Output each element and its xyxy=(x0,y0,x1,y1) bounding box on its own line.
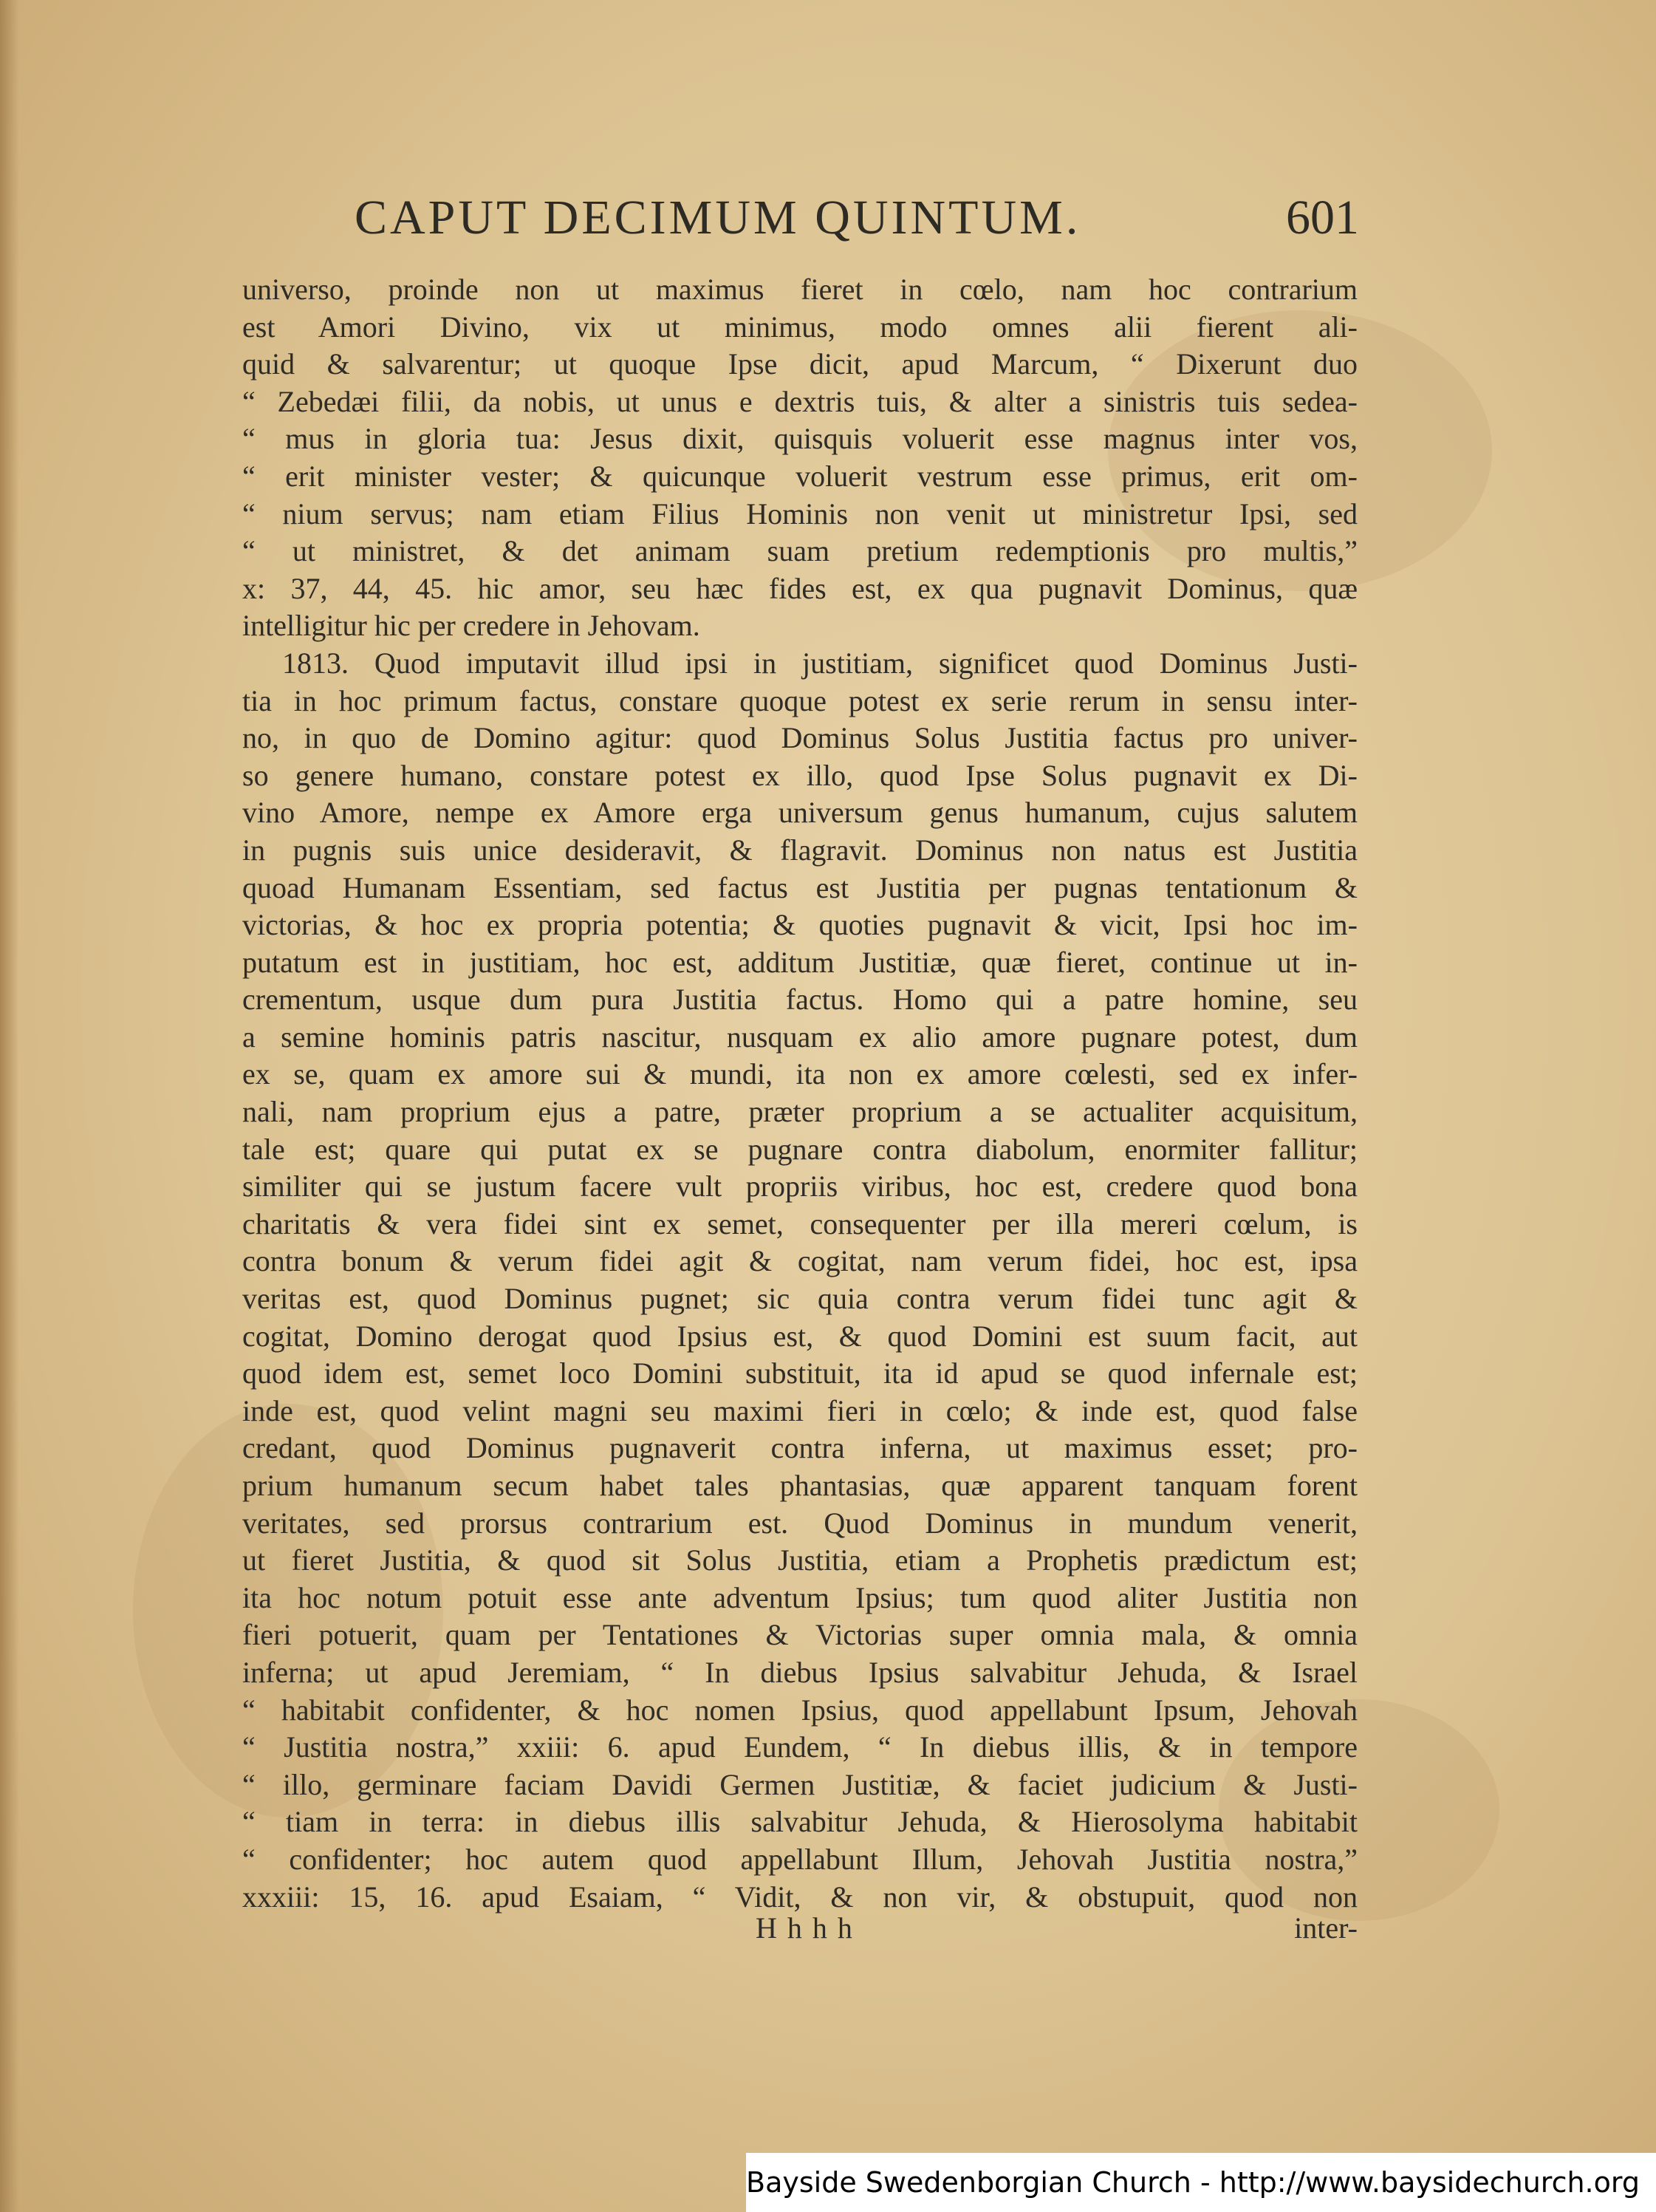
text-line: “ confidenter; hoc autem quod appellabunt Illum, Jehovah Justitia nostra,” xyxy=(242,1842,1358,1876)
text-line: veritates, sed prorsus contrarium est. Quod Dominus in mundum venerit, xyxy=(242,1506,1358,1540)
text-line: “ Justitia nostra,” xxiii: 6. apud Eundem, “ In diebus illis, & in tempore xyxy=(242,1730,1358,1764)
text-line: “ Zebedæi filii, da nobis, ut unus e dextris tuis, & alter a sinistris tuis sedea- xyxy=(242,384,1358,418)
paragraph-start-line: 1813. Quod imputavit illud ipsi in justitiam, significet quod Dominus Justi- xyxy=(282,646,1358,680)
page-number: 601 xyxy=(1286,191,1359,245)
text-line: cogitat, Domino derogat quod Ipsius est, & quod Domini est suum facit, aut xyxy=(242,1319,1358,1353)
text-line: prium humanum secum habet tales phantasias, quæ apparent tanquam forent xyxy=(242,1469,1358,1502)
text-line: “ mus in gloria tua: Jesus dixit, quisquis voluerit esse magnus inter vos, xyxy=(242,422,1358,456)
text-line: veritas est, quod Dominus pugnet; sic quia contra verum fidei tunc agit & xyxy=(242,1282,1358,1316)
site-watermark: Bayside Swedenborgian Church - http://www.baysidechurch.org xyxy=(746,2153,1656,2212)
text-line: tia in hoc primum factus, constare quoque potest ex serie rerum in sensu inter- xyxy=(242,683,1358,717)
text-line: vino Amore, nempe ex Amore erga universum genus humanum, cujus salutem xyxy=(242,796,1358,830)
text-line: ut fieret Justitia, & quod sit Solus Justitia, etiam a Prophetis prædictum est; xyxy=(242,1543,1358,1577)
text-line: x: 37, 44, 45. hic amor, seu hæc fides est, ex qua pugnavit Dominus, quæ xyxy=(242,571,1358,605)
text-line: “ erit minister vester; & quicunque voluerit vestrum esse primus, erit om- xyxy=(242,459,1358,493)
signature-mark: Hhhh xyxy=(756,1911,863,1945)
text-line: in pugnis suis unice desideravit, & flagravit. Dominus non natus est Justitia xyxy=(242,833,1358,867)
text-line: victorias, & hoc ex propria potentia; & quoties pugnavit & vicit, Ipsi hoc im- xyxy=(242,908,1358,942)
text-line: “ illo, germinare faciam Davidi Germen Justitiæ, & faciet judicium & Justi- xyxy=(242,1767,1358,1801)
text-line: similiter qui se justum facere vult propriis viribus, hoc est, credere quod bona xyxy=(242,1170,1358,1204)
text-line: quod idem est, semet loco Domini substituit, ita id apud se quod infernale est; xyxy=(242,1356,1358,1390)
text-line: quoad Humanam Essentiam, sed factus est Justitia per pugnas tentationum & xyxy=(242,870,1358,904)
catchword: inter- xyxy=(1294,1911,1358,1945)
text-line: “ ut ministret, & det animam suam pretium redemptionis pro multis,” xyxy=(242,534,1358,568)
text-line: credant, quod Dominus pugnaverit contra inferna, ut maximus esset; pro- xyxy=(242,1431,1358,1465)
body-text xyxy=(242,271,1358,1916)
text-line: inde est, quod velint magni seu maximi fieri in cœlo; & inde est, quod false xyxy=(242,1393,1358,1427)
text-line: nali, nam proprium ejus a patre, præter proprium a se actualiter acquisitum, xyxy=(242,1095,1358,1129)
text-line: ex se, quam ex amore sui & mundi, ita non ex amore cœlesti, sed ex infer- xyxy=(242,1057,1358,1091)
text-line: fieri potuerit, quam per Tentationes & Victorias super omnia mala, & omnia xyxy=(242,1618,1358,1652)
text-line: “ tiam in terra: in diebus illis salvabitur Jehuda, & Hierosolyma habitabit xyxy=(242,1805,1358,1839)
page-edge-shadow xyxy=(0,0,19,2212)
text-line: putatum est in justitiam, hoc est, additum Justitiæ, quæ fieret, continue ut in- xyxy=(242,945,1358,979)
text-line: inferna; ut apud Jeremiam, “ In diebus Ipsius salvabitur Jehuda, & Israel xyxy=(242,1655,1358,1689)
text-line: “ nium servus; nam etiam Filius Hominis non venit ut ministretur Ipsi, sed xyxy=(242,496,1358,530)
text-line: so genere humano, constare potest ex illo, quod Ipse Solus pugnavit ex Di- xyxy=(242,758,1358,792)
running-title: CAPUT DECIMUM QUINTUM. xyxy=(355,191,1081,245)
running-head xyxy=(355,185,1359,251)
text-line: intelligitur hic per credere in Jehovam. xyxy=(242,609,700,643)
text-line: xxxiii: 15, 16. apud Esaiam, “ Vidit, & non vir, & obstupuit, quod non xyxy=(242,1880,1358,1914)
text-line: ita hoc notum potuit esse ante adventum Ipsius; tum quod aliter Justitia non xyxy=(242,1580,1358,1614)
page-footer xyxy=(242,1910,1358,1947)
text-line: tale est; quare qui putat ex se pugnare contra diabolum, enormiter fallitur; xyxy=(242,1132,1358,1166)
text-line: quid & salvarentur; ut quoque Ipse dicit, apud Marcum, “ Dixerunt duo xyxy=(242,347,1358,381)
text-line: charitatis & vera fidei sint ex semet, consequenter per illa mereri cœlum, is xyxy=(242,1206,1358,1240)
text-line: a semine hominis patris nascitur, nusquam ex alio amore pugnare potest, dum xyxy=(242,1020,1358,1054)
text-line: no, in quo de Domino agitur: quod Dominus Solus Justitia factus pro univer- xyxy=(242,721,1358,755)
text-line: universo, proinde non ut maximus fieret in cœlo, nam hoc contrarium xyxy=(242,273,1358,306)
text-line: contra bonum & verum fidei agit & cogitat, nam verum fidei, hoc est, ipsa xyxy=(242,1244,1358,1278)
text-line: est Amori Divino, vix ut minimus, modo omnes alii fierent ali- xyxy=(242,310,1358,344)
text-line: crementum, usque dum pura Justitia factus. Homo qui a patre homine, seu xyxy=(242,983,1358,1017)
text-line: “ habitabit confidenter, & hoc nomen Ipsius, quod appellabunt Ipsum, Jehovah xyxy=(242,1693,1358,1727)
